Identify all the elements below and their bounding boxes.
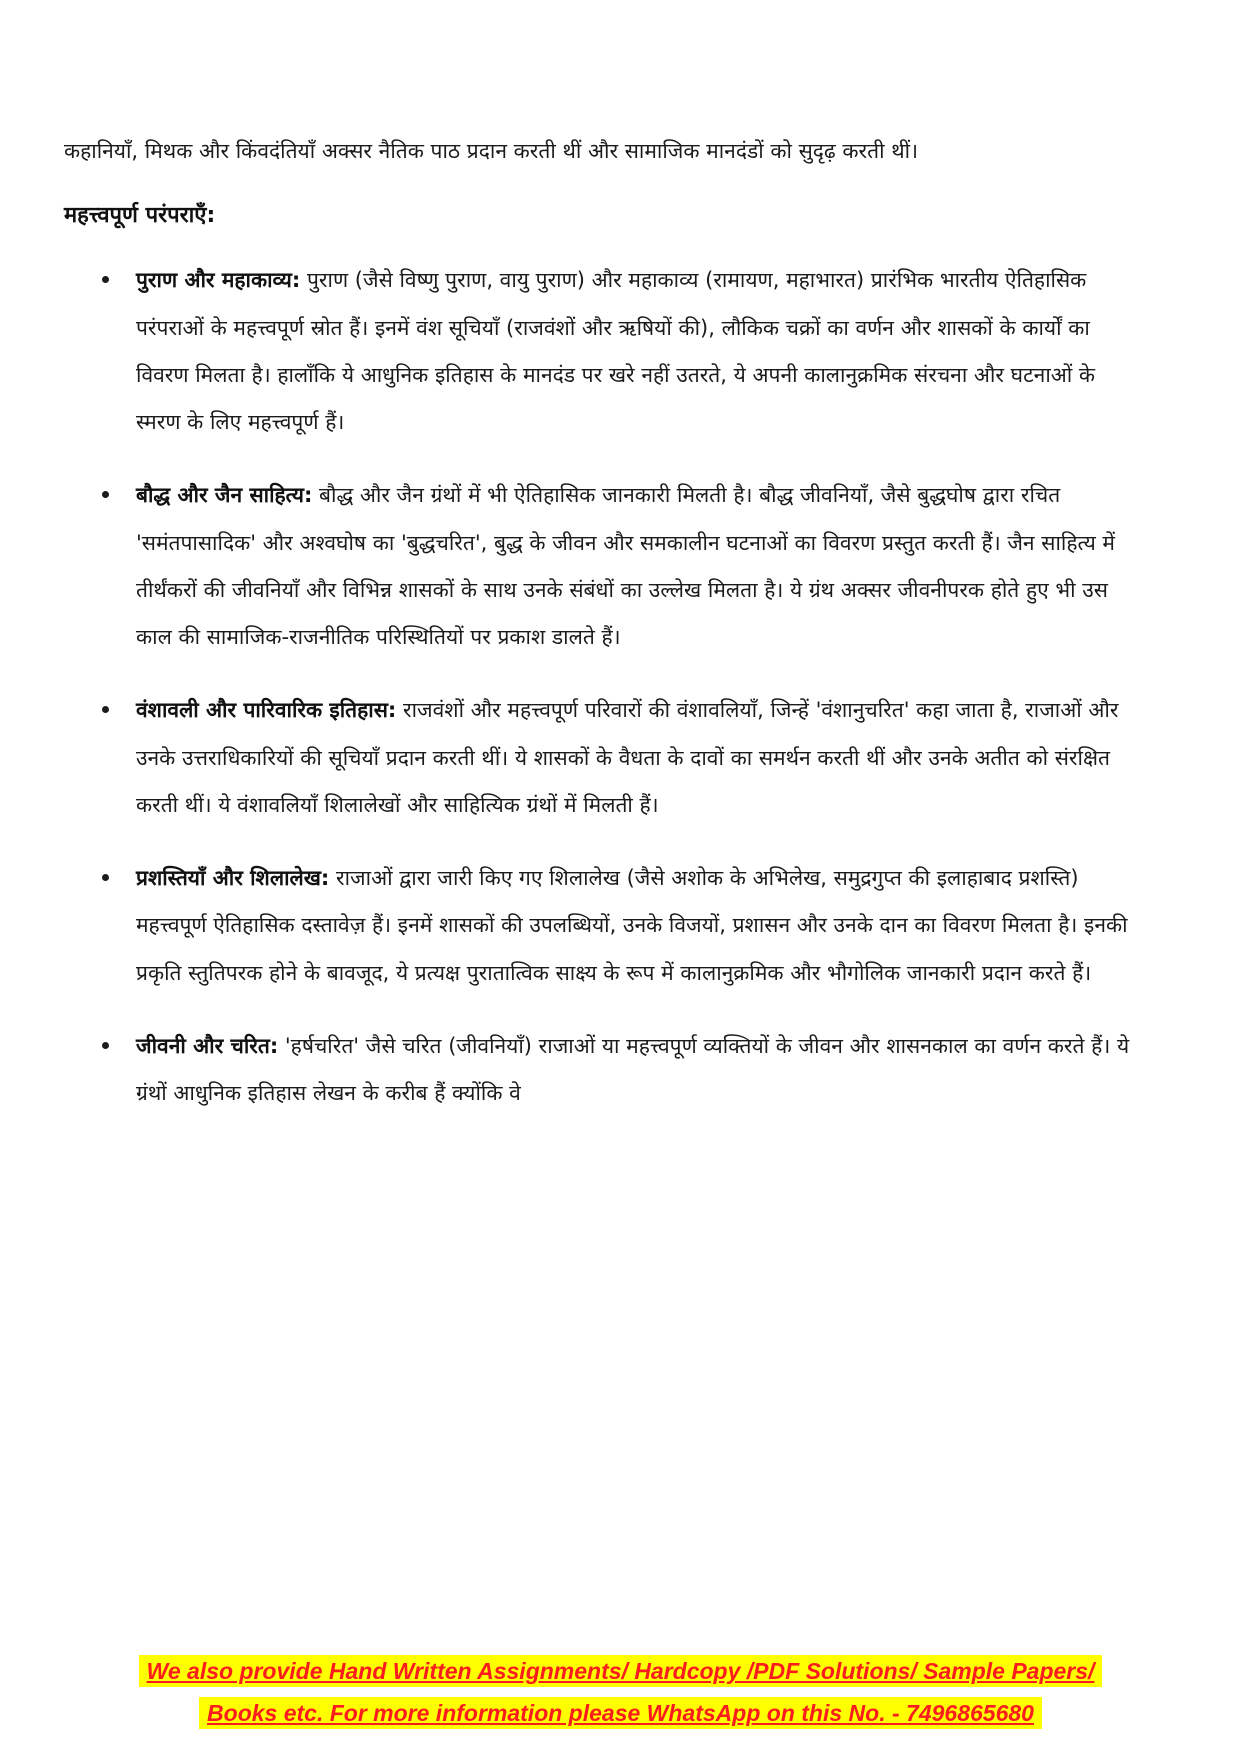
promo-footer — [0, 1650, 1241, 1735]
promo-footer-line-2 — [0, 1692, 1241, 1735]
bullet-icon — [102, 874, 109, 881]
list-item-lead: बौद्ध और जैन साहित्य: — [136, 483, 313, 508]
intro-paragraph: कहानियाँ, मिथक और किंवदंतियाँ अक्सर नैतिक पाठ प्रदान करती थीं और सामाजिक मानदंडों को सुदृढ़ करती थीं। — [64, 139, 919, 163]
list-item-lead: प्रशस्तियाँ और शिलालेख: — [136, 866, 330, 890]
list-item — [64, 1023, 1134, 1118]
list-item-text: राजवंशों और महत्त्वपूर्ण परिवारों की वंशावलियाँ, जिन्हें 'वंशानुचरित' कहा जाता है, राजाओं और उनके उत्तराधिकारियों की सूचियाँ प्रदान करती थीं। ये शासकों के वैधता के दावों का समर्थन करती थीं और उनके अतीत को संरक्षित करती थीं। ये वंशावलियाँ शिलालेखों और साहित्यिक ग्रंथों में मिलती हैं। — [136, 698, 1119, 817]
list-item-lead: जीवनी और चरित: — [136, 1033, 279, 1058]
bullet-icon — [102, 1042, 109, 1049]
page-content — [64, 128, 1134, 1143]
list-item-text: पुराण (जैसे विष्णु पुराण, वायु पुराण) और महाकाव्य (रामायण, महाभारत) प्रारंभिक भारतीय ऐतिहासिक परंपराओं के महत्त्वपूर्ण स्रोत हैं। इनमें वंश सूचियाँ (राजवंशों और ऋषियों की), लौकिक चक्रों का वर्णन और शासकों के कार्यों का विवरण मिलता है। हालाँकि ये आधुनिक इतिहास के मानदंड पर खरे नहीं उतरते, ये अपनी कालानुक्रमिक संरचना और घटनाओं के स्मरण के लिए महत्त्वपूर्ण हैं। — [136, 268, 1096, 434]
list-item-text: राजाओं द्वारा जारी किए गए शिलालेख (जैसे अशोक के अभिलेख, समुद्रगुप्त की इलाहाबाद प्रशस्ति) महत्त्वपूर्ण ऐतिहासिक दस्तावेज़ हैं। इनमें शासकों की उपलब्धियों, उनके विजयों, प्रशासन और उनके दान का विवरण मिलता है। इनकी प्रकृति स्तुतिपरक होने के बावजूद, ये प्रत्यक्ष पुरातात्विक साक्ष्य के रूप में कालानुक्रमिक और भौगोलिक जानकारी प्रदान करते हैं। — [136, 866, 1128, 985]
section-heading: महत्त्वपूर्ण परंपराएँ: — [64, 203, 216, 229]
bullet-icon — [102, 491, 109, 498]
list-item — [64, 855, 1134, 997]
list-item — [64, 472, 1134, 661]
list-item-text: 'हर्षचरित' जैसे चरित (जीवनियाँ) राजाओं या महत्त्वपूर्ण व्यक्तियों के जीवन और शासनकाल का वर्णन करते हैं। ये ग्रंथों आधुनिक इतिहास लेखन के करीब हैं क्योंकि वे — [136, 1033, 1130, 1105]
traditions-list — [64, 257, 1134, 1117]
list-item-lead: वंशावली और पारिवारिक इतिहास: — [136, 698, 397, 723]
bullet-icon — [102, 706, 109, 713]
list-item — [64, 257, 1134, 446]
promo-footer-text-2: Books etc. For more information please WhatsApp on this No. - 7496865680 — [199, 1697, 1042, 1729]
bullet-icon — [102, 276, 109, 283]
list-item-text: बौद्ध और जैन ग्रंथों में भी ऐतिहासिक जानकारी मिलती है। बौद्ध जीवनियाँ, जैसे बुद्धघोष द्वारा रचित 'समंतपासादिक' और अश्वघोष का 'बुद्धचरित', बुद्ध के जीवन और समकालीन घटनाओं का विवरण प्रस्तुत करती हैं। जैन साहित्य में तीर्थंकरों की जीवनियाँ और विभिन्न शासकों के साथ उनके संबंधों का उल्लेख मिलता है। ये ग्रंथ अक्सर जीवनीपरक होते हुए भी उस काल की सामाजिक-राजनीतिक परिस्थितियों पर प्रकाश डालते हैं। — [136, 483, 1115, 649]
promo-footer-text-1: We also provide Hand Written Assignments/ Hardcopy /PDF Solutions/ Sample Papers/ — [139, 1655, 1103, 1687]
list-item — [64, 687, 1134, 829]
promo-footer-line-1 — [0, 1650, 1241, 1693]
list-item-lead: पुराण और महाकाव्य: — [136, 268, 301, 293]
